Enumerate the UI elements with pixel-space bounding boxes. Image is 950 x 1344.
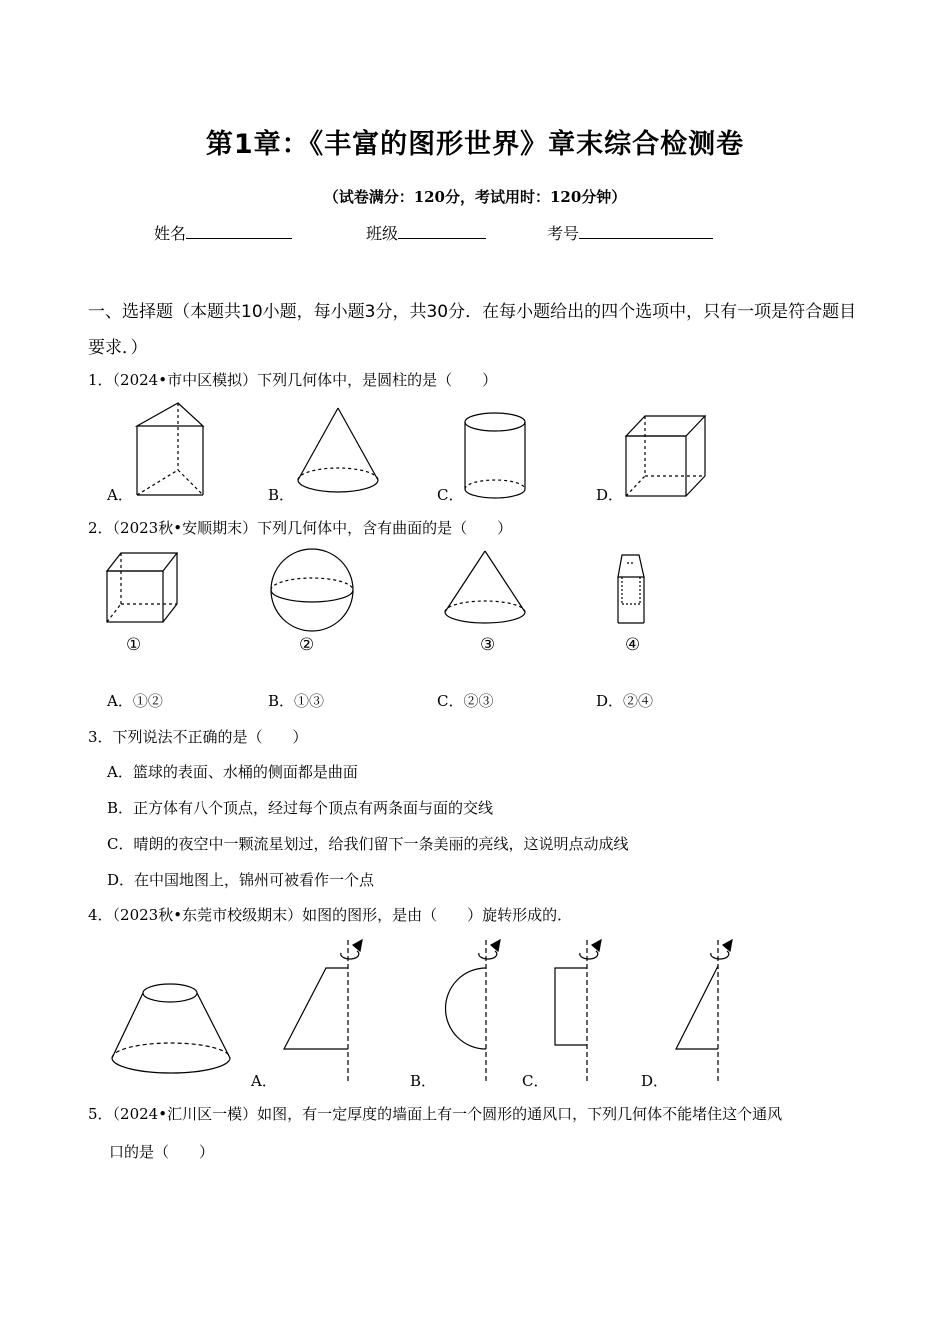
question-number: 5． <box>88 1105 113 1123</box>
q3-option-c[interactable]: C．晴朗的夜空中一颗流星划过，给我们留下一条美丽的亮线，这说明点动成线 <box>107 835 629 853</box>
q4-option-c-figure <box>555 940 601 1084</box>
q2-option-a[interactable]: A．①② <box>107 692 163 710</box>
q4-label-b[interactable]: B． <box>410 1072 437 1090</box>
q2-option-b[interactable]: B．①③ <box>268 692 325 710</box>
q3-option-b[interactable]: B．正方体有八个顶点，经过每个顶点有两条面与面的交线 <box>107 799 494 817</box>
question-stem: （2024•市中区模拟）下列几何体中，是圆柱的是（ ） <box>112 371 498 389</box>
question-number: 4． <box>88 906 113 924</box>
q1-cone-figure <box>298 408 378 492</box>
q3-option-a[interactable]: A．篮球的表面、水桶的侧面都是曲面 <box>107 763 358 781</box>
q4-option-d-figure <box>676 940 732 1084</box>
name-label: 姓名 <box>154 224 187 243</box>
q1-label-c[interactable]: C． <box>437 486 464 504</box>
class-label: 班级 <box>366 224 399 243</box>
q1-prism-figure <box>137 403 203 495</box>
question-number: 2． <box>88 519 113 537</box>
question-stem: （2024•汇川区一模）如图，有一定厚度的墙面上有一个圆形的通风口，下列几何体不能堵住这个通风 <box>112 1105 783 1123</box>
question-number: 1． <box>88 371 113 389</box>
q1-cube-figure <box>626 416 705 496</box>
exam-subtitle: （试卷满分：120分，考试用时：120分钟） <box>323 188 627 206</box>
q4-label-c[interactable]: C． <box>522 1072 549 1090</box>
q1-label-b[interactable]: B． <box>268 486 295 504</box>
exam-no-label: 考号 <box>547 224 580 243</box>
question-number: 3． <box>88 728 113 746</box>
question-stem: 下列说法不正确的是（ ） <box>112 728 308 746</box>
section-heading: 一、选择题（本题共10小题，每小题3分，共30分．在每小题给出的四个选项中，只有一项是符合题目要求．） <box>88 302 857 358</box>
q2-mark-4: ④ <box>625 635 641 655</box>
question-stem: （2023秋•安顺期末）下列几何体中，含有曲面的是（ ） <box>112 519 513 537</box>
q1-label-a[interactable]: A． <box>107 486 133 504</box>
q2-sphere-figure <box>271 549 353 631</box>
q4-option-b-figure <box>446 940 501 1084</box>
q2-option-d[interactable]: D．②④ <box>596 692 654 710</box>
q2-cone-figure <box>445 551 525 623</box>
q4-label-a[interactable]: A． <box>251 1072 277 1090</box>
q4-option-a-figure <box>284 940 362 1084</box>
q3-option-d[interactable]: D．在中国地图上，锦州可被看作一个点 <box>107 871 375 889</box>
q2-mark-2: ② <box>299 635 315 655</box>
page-title: 第1章：《丰富的图形世界》章末综合检测卷 <box>205 129 745 160</box>
q2-cube-figure <box>107 553 177 622</box>
q1-label-d[interactable]: D． <box>596 486 624 504</box>
q2-mark-3: ③ <box>480 635 496 655</box>
q2-mark-1: ① <box>126 635 142 655</box>
question-stem: （2023秋•东莞市校级期末）如图的图形，是由（ ）旋转形成的． <box>112 906 573 924</box>
q2-frustum-figure <box>618 555 644 623</box>
q4-label-d[interactable]: D． <box>641 1072 669 1090</box>
question-5-line2: 口的是（ ） <box>109 1143 215 1161</box>
q2-option-c[interactable]: C．②③ <box>437 692 494 710</box>
q4-frustum-figure <box>112 984 230 1073</box>
q1-cylinder-figure <box>465 413 525 498</box>
